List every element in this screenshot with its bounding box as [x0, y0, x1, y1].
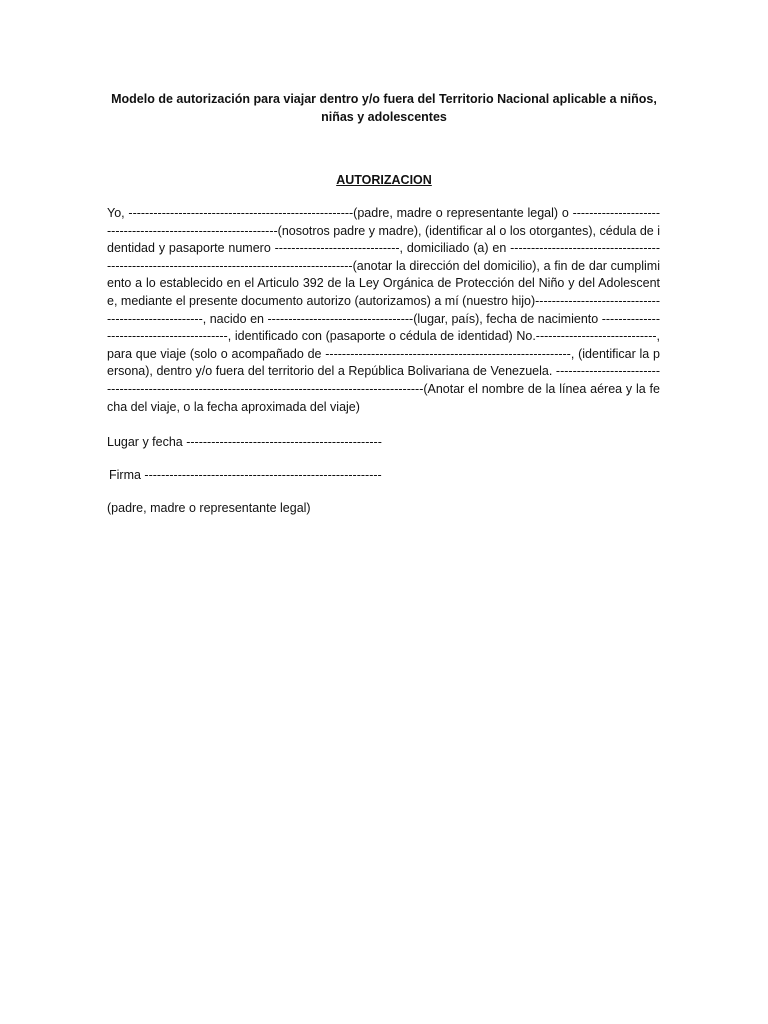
authorization-body: Yo, ------------------------------------------------------(padre, madre o representante legal) o --------------------------------------------------------------(nosotros padre y madre), (identificar al o los otorgantes), cédula de identidad y pasaporte numero ------------------------------, domiciliado (a) en -----------------------------------------------------------------------------------------------(anotar la dirección del domicilio), a fin de dar cumplimiento a lo establecido en el Articulo 392 de la Ley Orgánica de Protección del Niño y del Adolescente, mediante el presente documento autorizo (autorizamos) a mí (nuestro hijo)-----------------------------------------------------, nacido en -----------------------------------(lugar, país), fecha de nacimiento -------------------------------------------, identificado con (pasaporte o cédula de identidad) No.-----------------------------, para que viaje (solo o acompañado de -----------------------------------------------------------, (identificar la persona), dentro y/o fuera del territorio del a República Bolivariana de Venezuela. -----------------------------------------------------------------------------------------------------(Anotar el nombre de la línea aérea y la fecha del viaje, o la fecha aproximada del viaje) [107, 206, 660, 414]
document-title: Modelo de autorización para viajar dentro y/o fuera del Territorio Nacional aplicable a niños, niñas y adolescentes [111, 92, 657, 124]
signature-caption: (padre, madre o representante legal) [107, 501, 311, 515]
place-date-line: Lugar y fecha ----------------------------------------------- [107, 435, 382, 449]
document-heading: AUTORIZACION [336, 173, 432, 187]
signature-line: Firma --------------------------------------------------------- [109, 468, 382, 482]
